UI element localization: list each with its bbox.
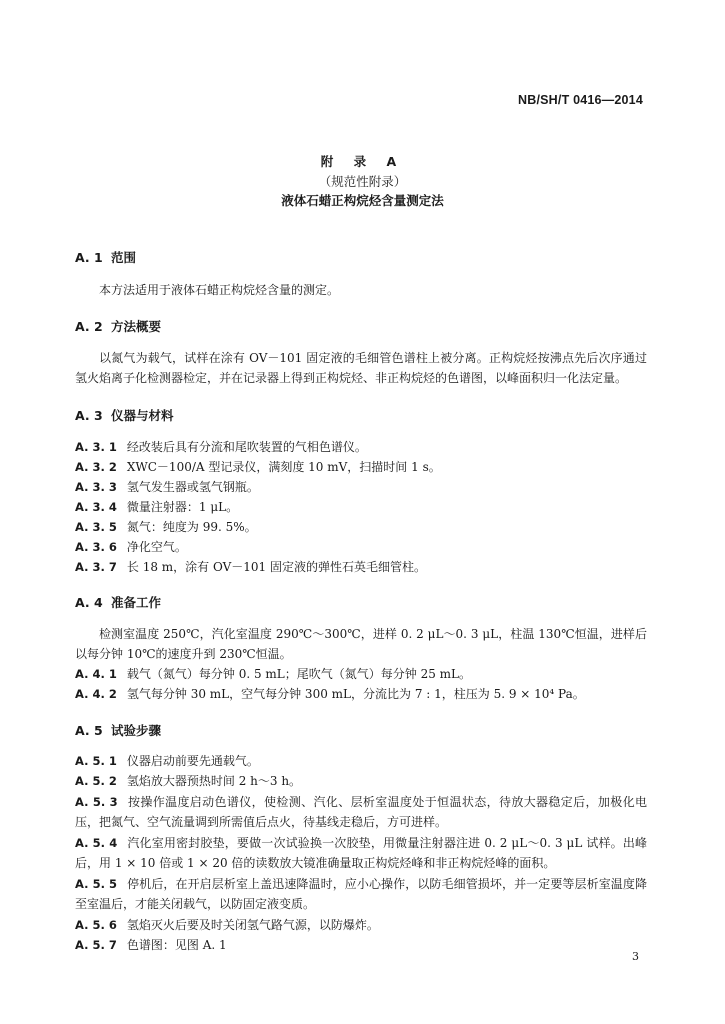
section-heading-a1 xyxy=(75,248,136,266)
section-number: A. 1 xyxy=(75,250,103,265)
item-text: 仪器启动前要先通载气。 xyxy=(126,754,259,768)
list-item xyxy=(75,935,647,955)
item-text: 按操作温度启动色谱仪，使检测、汽化、层析室温度处于恒温状态，待放大器稳定后，加极化电压，把氮气、空气流量调到所需值后点火，待基线走稳后，方可进样。 xyxy=(75,795,647,829)
item-number: A. 5. 3 xyxy=(75,795,118,809)
item-number: A. 3. 2 xyxy=(75,460,117,474)
item-number: A. 5. 7 xyxy=(75,938,117,952)
section-title: 试验步骤 xyxy=(111,723,162,738)
section-heading-a3 xyxy=(75,406,174,424)
section-number: A. 2 xyxy=(75,319,103,334)
appendix-label: 附 录 A xyxy=(320,154,405,169)
section-title: 仪器与材料 xyxy=(111,408,174,423)
item-text: 氢气发生器或氢气钢瓶。 xyxy=(126,480,259,494)
item-number: A. 3. 7 xyxy=(75,560,117,574)
list-item xyxy=(75,557,647,577)
list-item xyxy=(75,874,647,914)
item-number: A. 4. 1 xyxy=(75,667,117,681)
list-item xyxy=(75,537,647,557)
item-text: 净化空气。 xyxy=(126,540,187,554)
item-text: 氢焰灭火后要及时关闭氢气路气源，以防爆炸。 xyxy=(126,918,379,932)
list-item xyxy=(75,457,647,477)
section-a2-paragraph: 以氮气为载气，试样在涂有 OV－101 固定液的毛细管色谱柱上被分离。正构烷烃按沸点先后次序通过氢火焰离子化检测器检定，并在记录器上得到正构烷烃、非正构烷烃的色谱图，以峰面积归一化法定量。 xyxy=(75,351,647,385)
item-number: A. 5. 4 xyxy=(75,836,118,850)
item-number: A. 3. 1 xyxy=(75,440,117,454)
list-item xyxy=(75,477,647,497)
item-text: 色谱图：见图 A. 1 xyxy=(126,938,227,952)
item-number: A. 5. 6 xyxy=(75,918,117,932)
item-number: A. 3. 4 xyxy=(75,500,117,514)
item-number: A. 3. 6 xyxy=(75,540,117,554)
section-title: 方法概要 xyxy=(111,319,162,334)
item-text: 氢焰放大器预热时间 2 h～3 h。 xyxy=(126,774,302,788)
appendix-normative-note: （规范性附录） xyxy=(318,174,407,189)
section-number: A. 4 xyxy=(75,595,103,610)
appendix-title: 液体石蜡正构烷烃含量测定法 xyxy=(281,193,444,208)
section-title: 范围 xyxy=(111,250,137,265)
item-text: XWC－100/A 型记录仪，满刻度 10 mV，扫描时间 1 s。 xyxy=(126,460,441,474)
item-number: A. 3. 5 xyxy=(75,520,117,534)
item-text: 经改装后具有分流和尾吹装置的气相色谱仪。 xyxy=(126,440,367,454)
list-item xyxy=(75,497,647,517)
item-number: A. 5. 1 xyxy=(75,754,117,768)
list-item xyxy=(75,792,647,832)
item-number: A. 3. 3 xyxy=(75,480,117,494)
item-text: 氢气每分钟 30 mL，空气每分钟 300 mL，分流比为 7 : 1，柱压为 5. 9 × 10⁴ Pa。 xyxy=(126,687,585,701)
item-text: 停机后，在开启层析室上盖迅速降温时，应小心操作，以防毛细管损坏，并一定要等层析室温度降至室温后，才能关闭载气，以防固定液变质。 xyxy=(75,877,647,911)
section-heading-a5 xyxy=(75,721,161,739)
list-item xyxy=(75,771,647,791)
section-number: A. 3 xyxy=(75,408,103,423)
section-heading-a2 xyxy=(75,317,161,335)
item-number: A. 4. 2 xyxy=(75,687,117,701)
item-text: 长 18 m，涂有 OV－101 固定液的弹性石英毛细管柱。 xyxy=(126,560,426,574)
list-item xyxy=(75,751,647,771)
item-text: 氮气：纯度为 99. 5%。 xyxy=(126,520,257,534)
item-text: 汽化室用密封胶垫，要做一次试验换一次胶垫，用微量注射器注进 0. 2 μL～0. 3 μL 试样。出峰后，用 1 × 10 倍或 1 × 20 倍的读数放大镜准确量取正构烷烃峰和非正构烷烃峰的面积。 xyxy=(75,836,648,870)
item-text: 微量注射器：1 μL。 xyxy=(126,500,239,514)
item-number: A. 5. 2 xyxy=(75,774,117,788)
item-text: 载气（氮气）每分钟 0. 5 mL；尾吹气（氮气）每分钟 25 mL。 xyxy=(126,667,471,681)
page-number: 3 xyxy=(632,950,639,963)
section-number: A. 5 xyxy=(75,723,103,738)
list-item xyxy=(75,833,647,873)
list-item xyxy=(75,915,647,935)
section-a4-paragraph: 检测室温度 250℃，汽化室温度 290℃～300℃，进样 0. 2 μL～0. 3 μL，柱温 130℃恒温，进样后以每分钟 10℃的速度升到 230℃恒温。 xyxy=(75,627,647,661)
section-heading-a4 xyxy=(75,593,161,611)
standard-code: NB/SH/T 0416—2014 xyxy=(518,93,643,107)
section-a1-paragraph: 本方法适用于液体石蜡正构烷烃含量的测定。 xyxy=(99,283,340,297)
list-item xyxy=(75,517,647,537)
list-item xyxy=(75,684,647,704)
section-title: 准备工作 xyxy=(111,595,162,610)
list-item xyxy=(75,664,647,684)
item-number: A. 5. 5 xyxy=(75,877,118,891)
list-item xyxy=(75,437,647,457)
